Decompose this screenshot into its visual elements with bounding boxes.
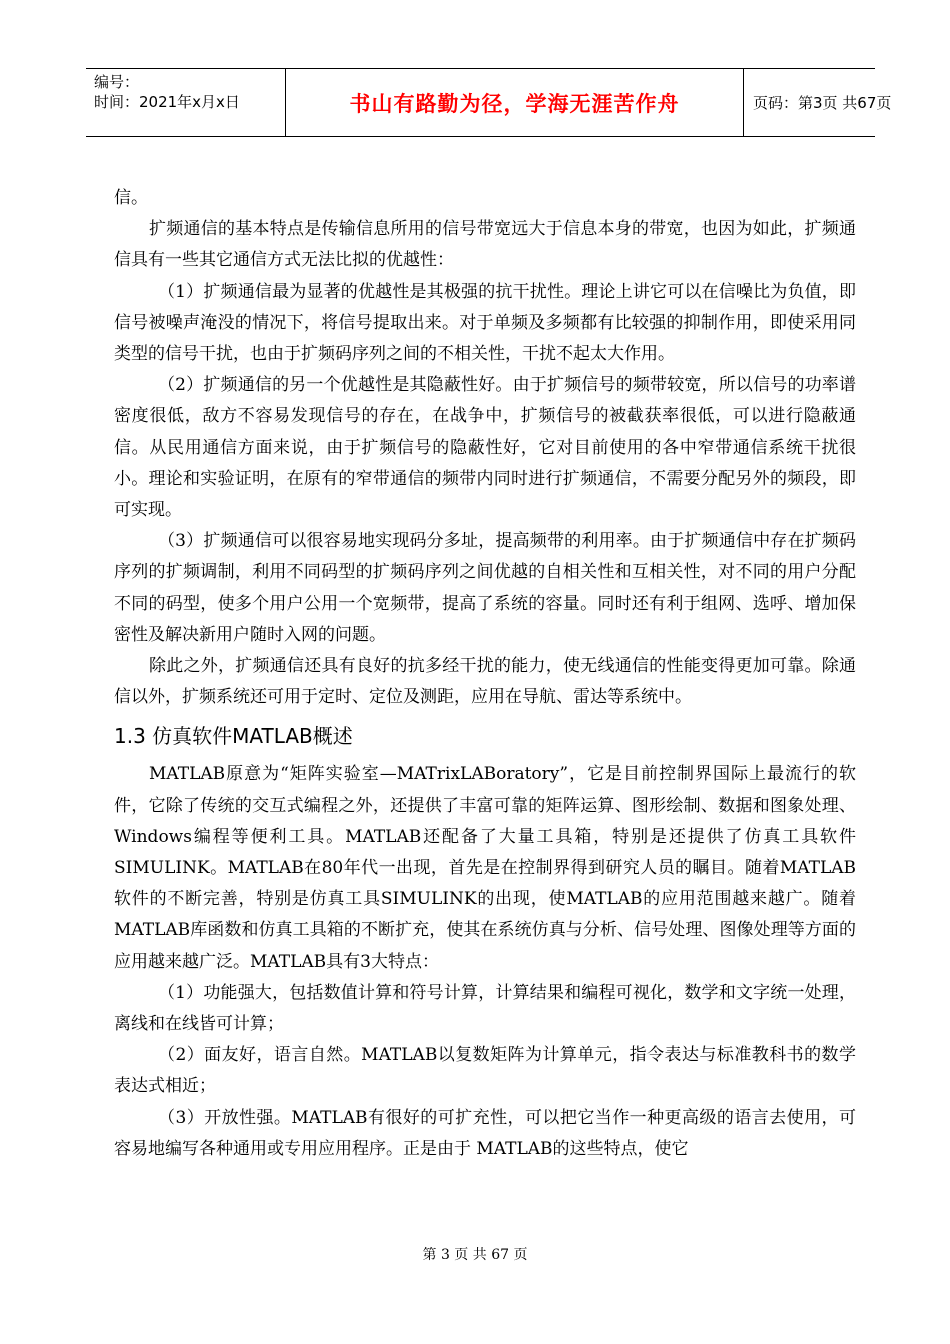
header-left-cell [86, 69, 286, 136]
document-time-label: 时间：2021年x月x日 [94, 93, 240, 111]
paragraph-matlab-feature-2: （2）面友好，语言自然。MATLAB以复数矩阵为计算单元，指令表达与标准教科书的数学表达式相近； [114, 1045, 856, 1097]
paragraph-spread-spectrum-features: 扩频通信的基本特点是传输信息所用的信号带宽远大于信息本身的带宽，也因为如此，扩频通信具有一些其它通信方式无法比拟的优越性： [114, 219, 856, 271]
header-page-code: 页码：第3页 共67页 [753, 94, 892, 112]
document-body [114, 183, 856, 1165]
paragraph-multipath: 除此之外，扩频通信还具有良好的抗多经干扰的能力，使无线通信的性能变得更加可靠。除通信以外，扩频系统还可用于定时、定位及测距，应用在导航、雷达等系统中。 [114, 656, 856, 708]
page-footer: 第 3 页 共 67 页 [422, 1247, 528, 1263]
paragraph-advantage-concealment: （2）扩频通信的另一个优越性是其隐蔽性好。由于扩频信号的频带较宽，所以信号的功率谱密度很低，敌方不容易发现信号的存在，在战争中，扩频信号的被截获率很低，可以进行隐蔽通信。从民用通信方面来说，由于扩频信号的隐蔽性好，它对目前使用的各中窄带通信系统干扰很小。理论和实验证明，在原有的窄带通信的频带内同时进行扩频通信，不需要分配另外的频段，即可实现。 [114, 375, 856, 521]
paragraph-matlab-feature-1: （1）功能强大，包括数值计算和符号计算，计算结果和编程可视化，数学和文字统一处理，离线和在线皆可计算； [114, 982, 856, 1035]
header-motto-cell [286, 69, 744, 136]
document-number-label: 编号： [94, 73, 140, 91]
page-header [86, 68, 892, 137]
paragraph-matlab-intro: MATLAB原意为“矩阵实验室—MATrixLABoratory”，它是目前控制界国际上最流行的软件，它除了传统的交互式编程之外，还提供了丰富可靠的矩阵运算、图形绘制、数据和图象处理、Windows编程等便利工具。MATLAB还配备了大量工具箱，特别是还提供了仿真工具软件SIMULINK。MATLAB在80年代一出现，首先是在控制界得到研究人员的瞩目。随着MATLAB软件的不断完善，特别是仿真工具SIMULINK的出现，使MATLAB的应用范围越来越广。随着MATLAB库函数和仿真工具箱的不断扩充，使其在系统仿真与分析、信号处理、图像处理等方面的应用越来越广泛。MATLAB具有3大特点： [114, 764, 856, 972]
paragraph-advantage-cdma: （3）扩频通信可以很容易地实现码分多址，提高频带的利用率。由于扩频通信中存在扩频码序列的扩频调制，利用不同码型的扩频码序列之间优越的自相关性和互相关性，对不同的用户分配不同的码型，使多个用户公用一个宽频带，提高了系统的容量。同时还有利于组网、选呼、增加保密性及解决新用户随时入网的问题。 [114, 531, 856, 645]
paragraph-advantage-anti-jamming: （1）扩频通信最为显著的优越性是其极强的抗干扰性。理论上讲它可以在信噪比为负值，即信号被噪声淹没的情况下，将信号提取出来。对于单频及多频都有比较强的抑制作用，即使采用同类型的信号干扰，也由于扩频码序列之间的不相关性，干扰不起太大作用。 [114, 281, 856, 365]
paragraph-matlab-feature-3: （3）开放性强。MATLAB有很好的可扩充性，可以把它当作一种更高级的语言去使用，可容易地编写各种通用或专用应用程序。正是由于 MATLAB的这些特点，使它 [114, 1107, 856, 1159]
section-heading-matlab: 1.3 仿真软件MATLAB概述 [114, 724, 353, 749]
paragraph-continuation: 信。 [114, 188, 148, 208]
header-motto: 书山有路勤为径，学海无涯苦作舟 [349, 91, 680, 116]
header-page-cell [745, 69, 892, 136]
